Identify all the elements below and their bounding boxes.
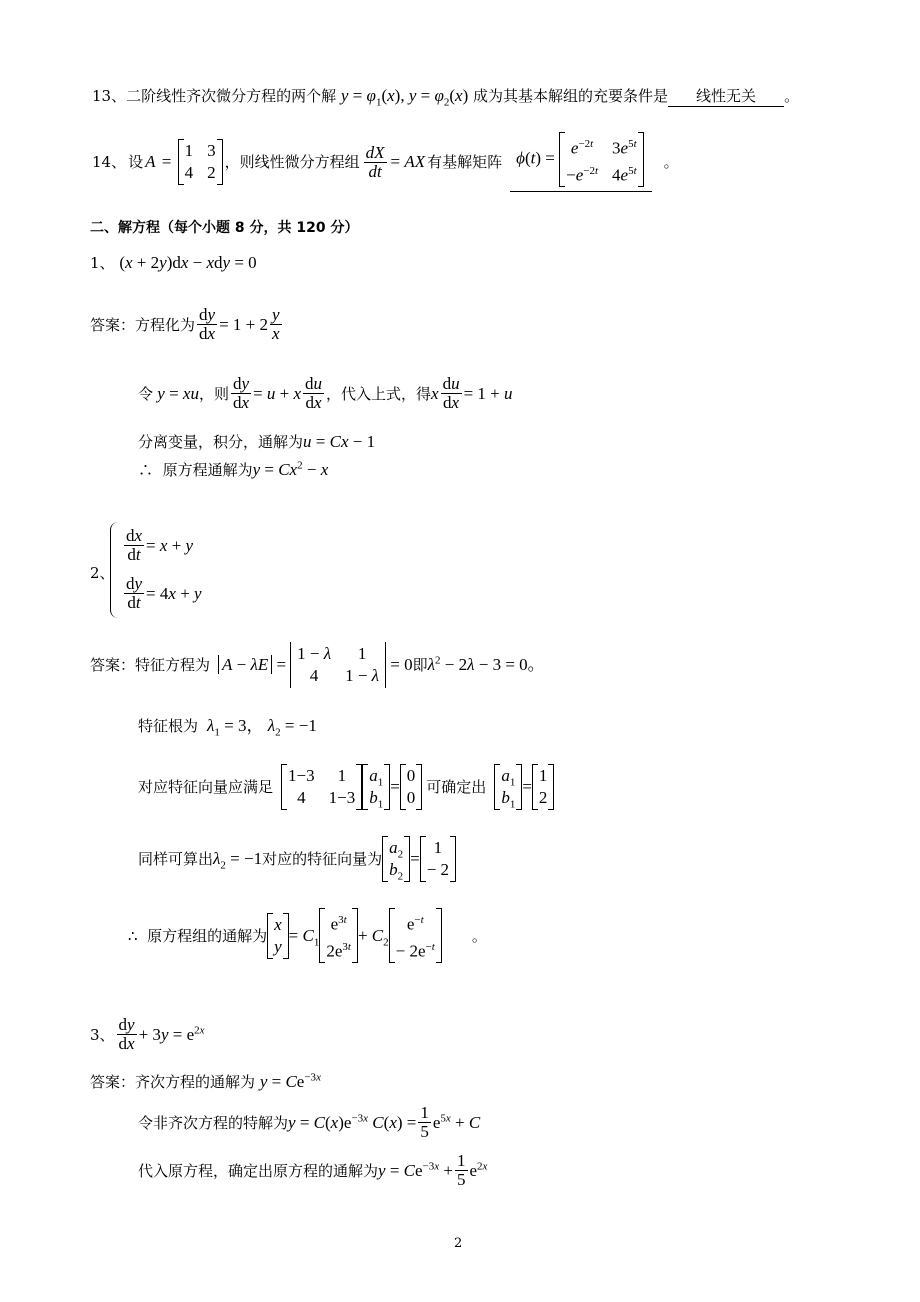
matrix: $a_2$ $b_2$ bbox=[382, 836, 410, 882]
equation: = bbox=[157, 152, 176, 172]
answer-line bbox=[128, 908, 487, 963]
equation: = 1 + u bbox=[463, 383, 513, 403]
equation: u = Cx − 1 bbox=[303, 432, 376, 451]
equation: A bbox=[145, 152, 156, 172]
equation: y = xu bbox=[157, 383, 199, 403]
equation: = bbox=[390, 777, 400, 796]
matrix: $e^{-t}$ − $2e^{-t}$ bbox=[389, 908, 442, 963]
question-text: 成为其基本解组的充要条件是 bbox=[473, 87, 669, 105]
matrix: x y bbox=[267, 913, 289, 959]
question-text: 设 bbox=[128, 153, 144, 172]
answer-text: 分离变量，积分，通解为 bbox=[138, 433, 304, 451]
answer-text: 方程化为 bbox=[135, 315, 196, 334]
question-text: ，则线性微分方程组 bbox=[224, 153, 360, 172]
equation: x bbox=[431, 383, 439, 403]
equation: $y = Ce^{-3x}$ bbox=[259, 1071, 321, 1091]
answer-line bbox=[138, 764, 554, 810]
equation: $y = C(x)e^{-3x}$ C(x) = bbox=[288, 1111, 417, 1132]
determinant: 1 − λ 1 4 1 − λ bbox=[290, 642, 386, 688]
answer-text: 同样可算出 bbox=[138, 850, 214, 868]
matrix: 1 3 4 2 bbox=[178, 139, 223, 185]
problem-number: 1、 bbox=[90, 254, 115, 272]
equation: $\frac{1}{5}$ bbox=[420, 1103, 429, 1141]
answer-label: 答案： bbox=[90, 1073, 136, 1091]
equation: A − λE = bbox=[218, 655, 286, 675]
answer-line bbox=[138, 375, 513, 412]
equation: $\frac{dy}{dx}$ bbox=[199, 305, 216, 343]
equation: $y = Cx^2 - x$ bbox=[252, 459, 329, 479]
punctuation: 。 bbox=[663, 153, 679, 172]
question-number: 13、 bbox=[92, 87, 127, 105]
equation: (x + 2y)dx − xdy = 0 bbox=[119, 253, 257, 272]
equation: = $C_1$ bbox=[288, 925, 320, 949]
equation: = 0 bbox=[386, 655, 413, 674]
problem-3 bbox=[90, 1016, 205, 1053]
equation: = u + x bbox=[253, 383, 301, 403]
answer-text: 特征方程为 bbox=[135, 656, 211, 674]
matrix: $a_1$ $b_1$ bbox=[362, 764, 390, 810]
matrix: $e^{-2t}$ $3e^{5t}$ $-e^{-2t}$ $4e^{5t}$ bbox=[559, 132, 644, 187]
answer-text: ，则 bbox=[198, 384, 229, 403]
equation: = bbox=[522, 777, 532, 796]
question-number: 14、 bbox=[92, 153, 127, 172]
matrix: 0 0 bbox=[400, 764, 423, 810]
answer-line bbox=[90, 642, 545, 688]
matrix: 1 − 2 bbox=[420, 836, 456, 882]
equation: $e^{5x} + C$ bbox=[432, 1111, 481, 1132]
section-heading: 二、解方程（每个小题 8 分，共 120 分） bbox=[90, 220, 359, 236]
equation: + $3y = e^{2x}$ bbox=[138, 1023, 205, 1044]
equation: $\lambda_2 = -1$ bbox=[213, 849, 263, 872]
answer-text: 对应的特征向量为 bbox=[262, 850, 383, 868]
answer-label: 答案： bbox=[90, 656, 136, 674]
matrix: 1−3 1 4 1−3 bbox=[281, 764, 362, 810]
answer-blank: 线性无关 bbox=[668, 86, 784, 107]
answer-text: 原方程通解为 bbox=[162, 461, 253, 479]
equation: $\lambda_1 = 3$， $\lambda_2 = -1$ bbox=[207, 716, 317, 739]
answer-text: 原方程组的通解为 bbox=[147, 926, 268, 945]
answer-text: 即 bbox=[412, 656, 428, 674]
question-13 bbox=[92, 86, 799, 107]
equation: $e^{2x}$ bbox=[469, 1159, 488, 1180]
answer-text: 特征根为 bbox=[138, 717, 199, 735]
answer-line bbox=[138, 716, 317, 739]
equation: $y = \varphi_1(x)$, $y = \varphi_2(x)$ bbox=[340, 86, 469, 109]
answer-line bbox=[138, 1104, 480, 1141]
answer-text: 令非齐次方程的特解为 bbox=[138, 1113, 289, 1132]
answer-line bbox=[138, 836, 456, 882]
equation: $\frac{dx}{dt}$ = x + y bbox=[126, 526, 194, 564]
question-text: 二阶线性齐次微分方程的两个解 bbox=[126, 87, 337, 105]
therefore-symbol: ∴ bbox=[138, 461, 154, 479]
answer-text: ，代入上式，得 bbox=[326, 384, 432, 403]
problem-1 bbox=[90, 253, 257, 273]
page-number: 2 bbox=[454, 1236, 463, 1251]
matrix: $a_1$ $b_1$ bbox=[494, 764, 522, 810]
answer-line bbox=[90, 306, 284, 343]
equation: ϕ(t) = bbox=[516, 148, 560, 168]
equation: = AX bbox=[390, 152, 426, 172]
equation: $\frac{dy}{dx}$ bbox=[232, 374, 250, 412]
punctuation: 。 bbox=[784, 87, 800, 105]
answer-text: 对应特征向量应满足 bbox=[138, 778, 274, 796]
system-brace bbox=[110, 522, 119, 618]
answer-text: 可确定出 bbox=[426, 778, 487, 796]
equation: $\frac{du}{dx}$ bbox=[442, 374, 460, 412]
answer-line bbox=[138, 460, 328, 480]
equation: $\frac{dy}{dx}$ bbox=[118, 1015, 135, 1053]
equation: = bbox=[410, 849, 420, 868]
answer-line bbox=[138, 432, 375, 452]
question-14 bbox=[92, 132, 679, 192]
problem-number: 3、 bbox=[90, 1025, 115, 1044]
equation: + $C_2$ bbox=[357, 925, 389, 949]
answer-blank bbox=[510, 132, 652, 192]
equation: $y = Ce^{-3x}$ + bbox=[378, 1159, 453, 1180]
answer-line bbox=[138, 1152, 487, 1189]
equation: $\frac{dy}{dt}$ = 4x + y bbox=[126, 574, 202, 612]
matrix: 1 2 bbox=[532, 764, 555, 810]
equation: $\frac{1}{5}$ bbox=[457, 1151, 466, 1189]
question-text: 有基解矩阵 bbox=[427, 153, 503, 172]
answer-text: 令 bbox=[138, 384, 154, 403]
equation: $\frac{dX}{dt}$ bbox=[365, 142, 385, 181]
punctuation: 。 bbox=[471, 926, 487, 945]
problem-number: 2、 bbox=[90, 564, 115, 582]
answer-label: 答案： bbox=[90, 315, 136, 334]
answer-text: 代入原方程，确定出原方程的通解为 bbox=[138, 1161, 379, 1180]
equation: = 1 + 2 bbox=[219, 314, 269, 334]
equation: $\lambda^2 - 2\lambda - 3 = 0$。 bbox=[427, 654, 545, 674]
equation: $\frac{du}{dx}$ bbox=[305, 374, 322, 412]
answer-text: 齐次方程的通解为 bbox=[135, 1073, 256, 1091]
equation: $\frac{y}{x}$ bbox=[272, 305, 280, 343]
matrix: $e^{3t}$ $2e^{3t}$ bbox=[319, 908, 358, 963]
therefore-symbol: ∴ bbox=[128, 926, 138, 945]
answer-line bbox=[90, 1072, 321, 1092]
